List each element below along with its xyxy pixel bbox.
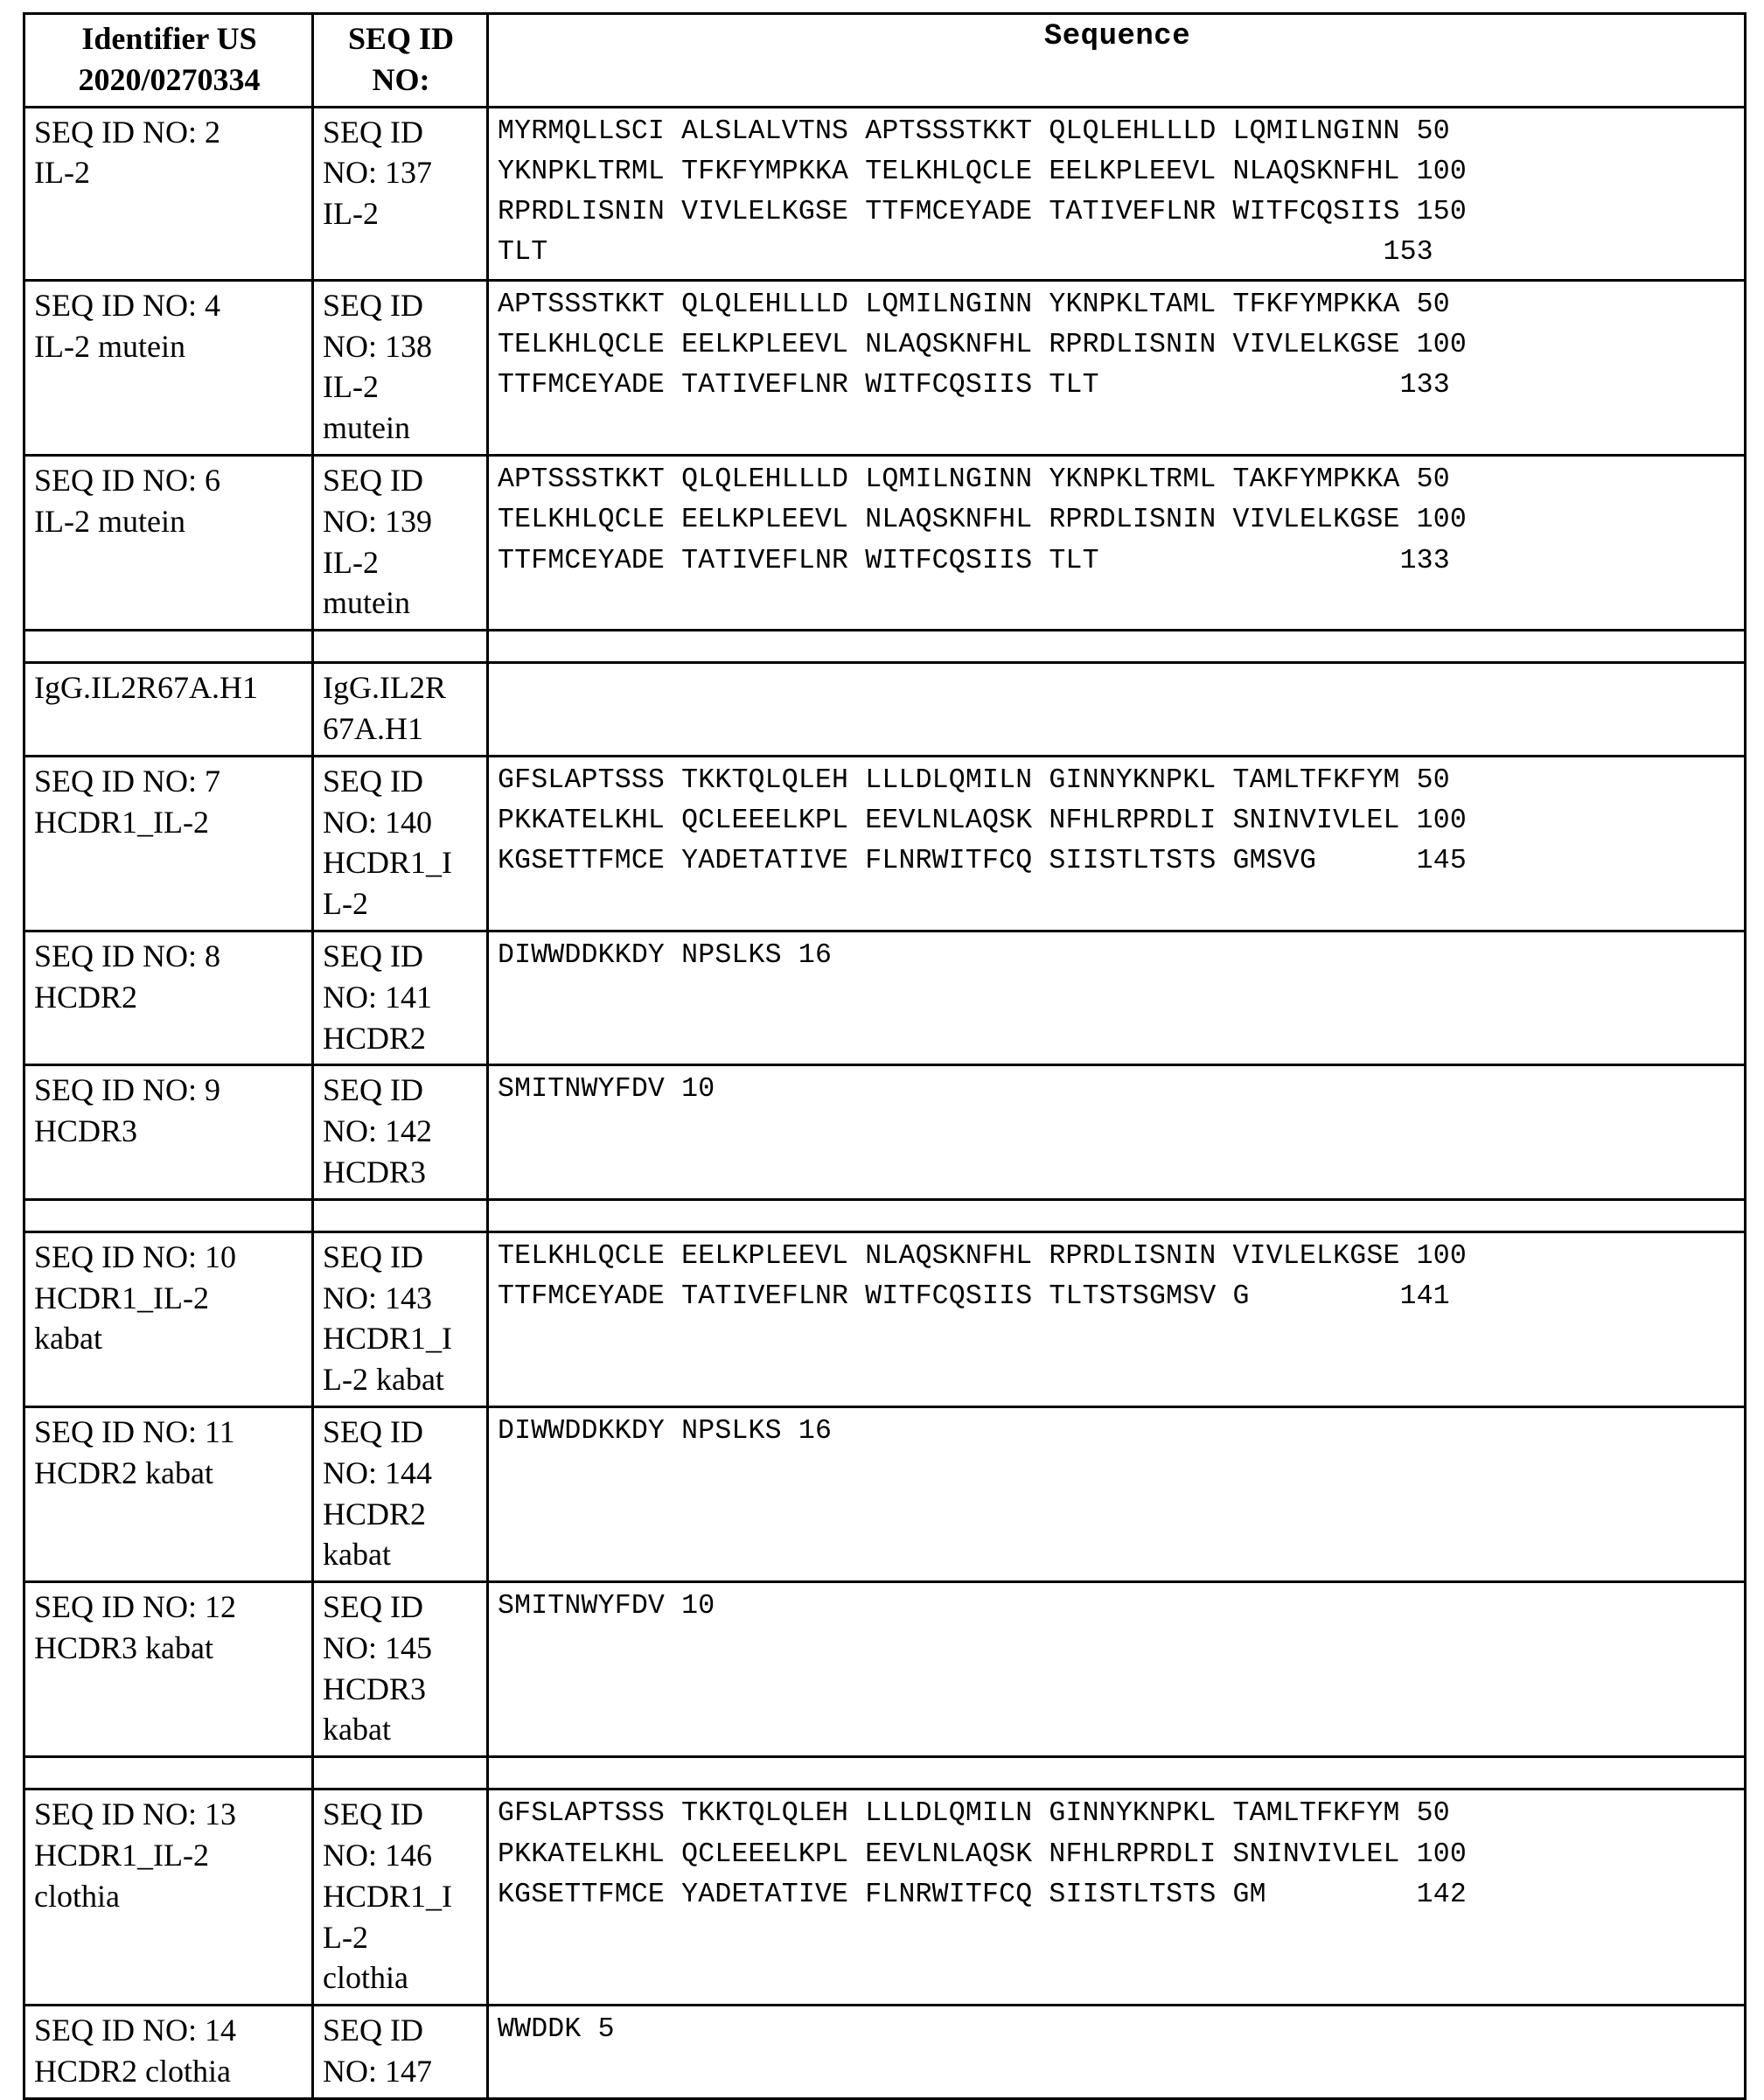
table-row: [24, 1065, 1746, 1199]
table-header: [24, 14, 1746, 108]
table-row: [24, 1582, 1746, 1757]
cell-sequence: [488, 1790, 1746, 2006]
sequence-line: SMITNWYFDV 10: [498, 1074, 715, 1106]
sequence-line: TELKHLQCLE EELKPLEEVL NLAQSKNFHL RPRDLISNIN VIVLELKGSE 100: [498, 505, 1467, 536]
table-spacer-row: [24, 1199, 1746, 1231]
sequence-line: APTSSSTKKT QLQLEHLLLD LQMILNGINN YKNPKLTAML TFKFYMPKKA 50: [498, 289, 1450, 320]
cell-sequence: [488, 1199, 1746, 1231]
sequence-line: TLT 153: [498, 237, 1433, 269]
cell-seq-id-no: SEQ ID NO: 147: [313, 2006, 488, 2099]
cell-identifier: SEQ ID NO: 8 HCDR2: [24, 931, 313, 1064]
sequence-line: DIWWDDKKDY NPSLKS 16: [498, 939, 833, 971]
sequence-line: TTFMCEYADE TATIVEFLNR WITFCQSIIS TLT 133: [498, 545, 1450, 576]
cell-sequence: [488, 631, 1746, 663]
cell-sequence: [488, 107, 1746, 280]
cell-sequence: [488, 1582, 1746, 1757]
cell-sequence: [488, 280, 1746, 455]
cell-identifier: SEQ ID NO: 6 IL-2 mutein: [24, 455, 313, 630]
sequence-line: TTFMCEYADE TATIVEFLNR WITFCQSIIS TLTSTSGMSV G 141: [498, 1281, 1450, 1313]
table-row: [24, 663, 1746, 757]
table-row: [24, 455, 1746, 630]
cell-sequence: [488, 1065, 1746, 1199]
cell-seq-id-no: SEQ ID NO: 144 HCDR2 kabat: [313, 1406, 488, 1581]
cell-identifier: SEQ ID NO: 14 HCDR2 clothia: [24, 2006, 313, 2099]
cell-sequence: [488, 931, 1746, 1064]
cell-sequence: [488, 455, 1746, 630]
cell-identifier: SEQ ID NO: 4 IL-2 mutein: [24, 280, 313, 455]
sequence-line: YKNPKLTRML TFKFYMPKKA TELKHLQCLE EELKPLEEVL NLAQSKNFHL 100: [498, 156, 1467, 187]
sequence-line: TELKHLQCLE EELKPLEEVL NLAQSKNFHL RPRDLISNIN VIVLELKGSE 100: [498, 330, 1467, 361]
cell-identifier: SEQ ID NO: 7 HCDR1_IL-2: [24, 756, 313, 931]
table-row: [24, 756, 1746, 931]
cell-seq-id-no: SEQ ID NO: 143 HCDR1_I L-2 kabat: [313, 1231, 488, 1406]
cell-identifier: [24, 631, 313, 663]
table-spacer-row: [24, 1757, 1746, 1790]
sequence-line: PKKATELKHL QCLEEELKPL EEVLNLAQSK NFHLRPRDLI SNINVIVLEL 100: [498, 1838, 1467, 1870]
cell-sequence: [488, 2006, 1746, 2099]
cell-seq-id-no: SEQ ID NO: 145 HCDR3 kabat: [313, 1582, 488, 1757]
header-sequence: Sequence: [488, 14, 1746, 108]
cell-sequence: [488, 1231, 1746, 1406]
sequence-line: SMITNWYFDV 10: [498, 1591, 715, 1622]
cell-seq-id-no: IgG.IL2R 67A.H1: [313, 663, 488, 757]
cell-sequence: [488, 1406, 1746, 1581]
cell-seq-id-no: SEQ ID NO: 140 HCDR1_I L-2: [313, 756, 488, 931]
sequence-line: PKKATELKHL QCLEEELKPL EEVLNLAQSK NFHLRPRDLI SNINVIVLEL 100: [498, 806, 1467, 837]
cell-seq-id-no: SEQ ID NO: 139 IL-2 mutein: [313, 455, 488, 630]
cell-identifier: IgG.IL2R67A.H1: [24, 663, 313, 757]
table-row: [24, 1790, 1746, 2006]
cell-identifier: [24, 1199, 313, 1231]
table-row: [24, 107, 1746, 280]
cell-identifier: [24, 1757, 313, 1790]
cell-sequence: [488, 756, 1746, 931]
cell-seq-id-no: [313, 1757, 488, 1790]
cell-identifier: SEQ ID NO: 11 HCDR2 kabat: [24, 1406, 313, 1581]
table-row: [24, 2006, 1746, 2099]
sequence-line: TTFMCEYADE TATIVEFLNR WITFCQSIIS TLT 133: [498, 370, 1450, 401]
sequence-listing-table: [23, 12, 1747, 2100]
sequence-line: KGSETTFMCE YADETATIVE FLNRWITFCQ SIISTLTSTS GM 142: [498, 1879, 1467, 1910]
cell-seq-id-no: [313, 1199, 488, 1231]
cell-sequence: [488, 1757, 1746, 1790]
table-row: [24, 280, 1746, 455]
cell-seq-id-no: [313, 631, 488, 663]
sequence-line: GFSLAPTSSS TKKTQLQLEH LLLDLQMILN GINNYKNPKL TAMLTFKFYM 50: [498, 1798, 1450, 1830]
cell-sequence: [488, 663, 1746, 757]
sequence-line: DIWWDDKKDY NPSLKS 16: [498, 1415, 833, 1447]
header-identifier: Identifier US 2020/0270334: [24, 14, 313, 108]
table-body: [24, 107, 1746, 2098]
sequence-line: GFSLAPTSSS TKKTQLQLEH LLLDLQMILN GINNYKNPKL TAMLTFKFYM 50: [498, 764, 1450, 796]
sequence-line: MYRMQLLSCI ALSLALVTNS APTSSSTKKT QLQLEHLLLD LQMILNGINN 50: [498, 115, 1450, 147]
table-row: [24, 1406, 1746, 1581]
cell-seq-id-no: SEQ ID NO: 137 IL-2: [313, 107, 488, 280]
sequence-line: RPRDLISNIN VIVLELKGSE TTFMCEYADE TATIVEFLNR WITFCQSIIS 150: [498, 197, 1467, 228]
cell-identifier: SEQ ID NO: 10 HCDR1_IL-2 kabat: [24, 1231, 313, 1406]
table-row: [24, 931, 1746, 1064]
cell-seq-id-no: SEQ ID NO: 146 HCDR1_I L-2 clothia: [313, 1790, 488, 2006]
cell-identifier: SEQ ID NO: 12 HCDR3 kabat: [24, 1582, 313, 1757]
header-row: [24, 14, 1746, 108]
cell-seq-id-no: SEQ ID NO: 142 HCDR3: [313, 1065, 488, 1199]
sequence-line: TELKHLQCLE EELKPLEEVL NLAQSKNFHL RPRDLISNIN VIVLELKGSE 100: [498, 1240, 1467, 1272]
cell-seq-id-no: SEQ ID NO: 138 IL-2 mutein: [313, 280, 488, 455]
header-seq-id-no: SEQ ID NO:: [313, 14, 488, 108]
sequence-line: WWDDK 5: [498, 2014, 615, 2046]
cell-seq-id-no: SEQ ID NO: 141 HCDR2: [313, 931, 488, 1064]
table-spacer-row: [24, 631, 1746, 663]
cell-identifier: SEQ ID NO: 9 HCDR3: [24, 1065, 313, 1199]
sequence-line: APTSSSTKKT QLQLEHLLLD LQMILNGINN YKNPKLTRML TAKFYMPKKA 50: [498, 464, 1450, 495]
sequence-line: KGSETTFMCE YADETATIVE FLNRWITFCQ SIISTLTSTS GMSVG 145: [498, 846, 1467, 877]
cell-identifier: SEQ ID NO: 13 HCDR1_IL-2 clothia: [24, 1790, 313, 2006]
cell-identifier: SEQ ID NO: 2 IL-2: [24, 107, 313, 280]
table-row: [24, 1231, 1746, 1406]
